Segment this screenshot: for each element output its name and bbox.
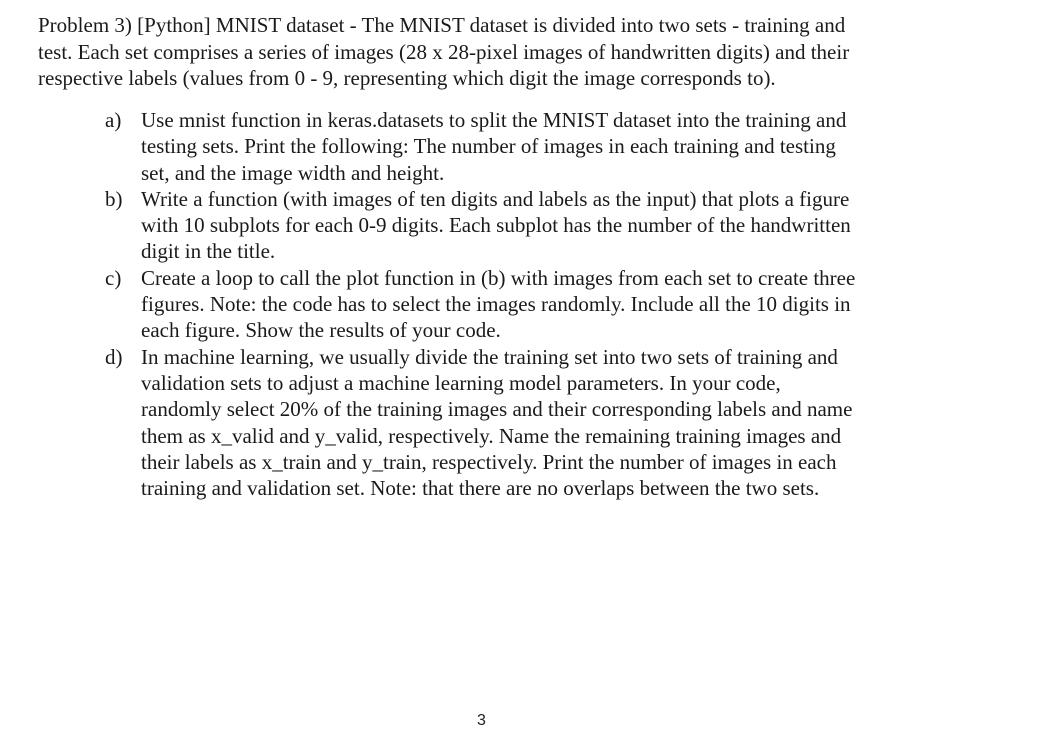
task-text-line: In machine learning, we usually divide the training set into two sets of training and	[141, 344, 838, 369]
task-text-line: with 10 subplots for each 0-9 digits. Each subplot has the number of the handwritten	[141, 213, 851, 238]
task-text-line: validation sets to adjust a machine learning model parameters. In your code,	[141, 370, 781, 395]
task-marker: d)	[105, 344, 123, 369]
task-marker: b)	[105, 186, 123, 211]
task-list	[105, 107, 1005, 501]
task-text-line: Use mnist function in keras.datasets to split the MNIST dataset into the training and	[141, 108, 847, 132]
task-item-d	[105, 344, 1005, 502]
task-item-a	[105, 107, 1005, 186]
task-item-c	[105, 265, 1005, 344]
task-item-b	[105, 186, 1005, 265]
problem-statement-line: Problem 3) [Python] MNIST dataset - The MNIST dataset is divided into two sets - training and	[38, 13, 846, 37]
problem-statement	[38, 12, 1038, 92]
task-text-line: them as x_valid and y_valid, respectively. Name the remaining training images and	[141, 423, 842, 448]
task-marker: c)	[105, 265, 122, 290]
task-text-line: digit in the title.	[141, 239, 276, 264]
task-marker: a)	[105, 108, 122, 132]
page-number: 3	[477, 712, 486, 729]
task-text-line: testing sets. Print the following: The number of images in each training and testing	[141, 134, 836, 159]
task-text-line: training and validation set. Note: that there are no overlaps between the two sets.	[141, 476, 820, 501]
task-text-line: set, and the image width and height.	[141, 160, 445, 185]
task-text-line: figures. Note: the code has to select the images randomly. Include all the 10 digits in	[141, 292, 851, 317]
task-text-line: each figure. Show the results of your code.	[141, 318, 501, 343]
problem-statement-line: test. Each set comprises a series of images (28 x 28-pixel images of handwritten digits) and their	[38, 39, 850, 64]
task-text-line: their labels as x_train and y_train, respectively. Print the number of images in each	[141, 449, 837, 474]
task-text-line: Write a function (with images of ten digits and labels as the input) that plots a figure	[141, 186, 850, 211]
task-text-line: Create a loop to call the plot function in (b) with images from each set to create three	[141, 265, 856, 290]
problem-statement-line: respective labels (values from 0 - 9, representing which digit the image corresponds to).	[38, 66, 776, 90]
task-text-line: randomly select 20% of the training images and their corresponding labels and name	[141, 397, 853, 422]
